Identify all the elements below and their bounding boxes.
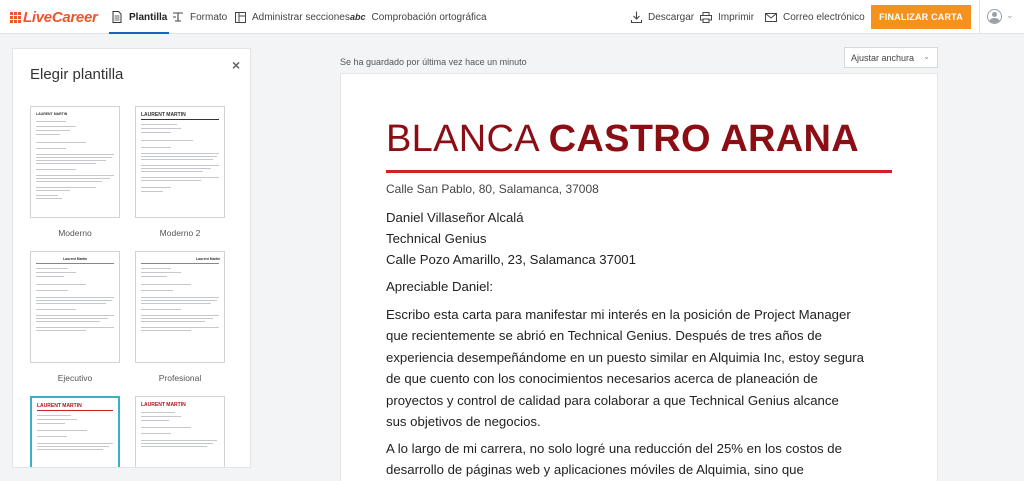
template-panel bbox=[12, 48, 251, 468]
template-ejecutivo[interactable] bbox=[30, 251, 120, 363]
tab-formato[interactable] bbox=[172, 0, 227, 34]
letter-paragraph-2[interactable] bbox=[386, 438, 896, 481]
print-label: Imprimir bbox=[718, 11, 755, 23]
paragraph-line: de que cuento con los conocimientos necesarios acerca de planeación de bbox=[386, 371, 818, 387]
tab-administrar-secciones[interactable] bbox=[234, 0, 350, 34]
template-preview-name: LAURENT MARTIN bbox=[141, 402, 186, 408]
email-label: Correo electrónico bbox=[783, 11, 865, 23]
download-button[interactable] bbox=[630, 0, 694, 34]
mail-icon bbox=[765, 11, 777, 23]
template-preview-name: Laurent Martin bbox=[196, 257, 221, 261]
paragraph-line: proyectos y control de calidad para colaborar a que Technical Genius alcance bbox=[386, 392, 839, 408]
template-preview-name: LAURENT MARTIN bbox=[36, 112, 68, 116]
paragraph-line: que recientemente se abrió en Technical Genius. Después de tres años de bbox=[386, 328, 822, 344]
paragraph-line: Escribo esta carta para manifestar mi interés en la posición de Project Manager bbox=[386, 307, 851, 322]
chevron-down-icon: ⌄ bbox=[923, 52, 930, 61]
letter-document[interactable] bbox=[340, 73, 938, 481]
recipient-company[interactable]: Technical Genius bbox=[386, 231, 487, 246]
salutation[interactable]: Apreciable Daniel: bbox=[386, 279, 494, 294]
tab-comprobacion-ortografica[interactable] bbox=[350, 0, 487, 34]
header-rule bbox=[386, 170, 892, 173]
template-preview-name: Laurent Martin bbox=[63, 257, 88, 261]
recipient-address[interactable]: Calle Pozo Amarillo, 23, Salamanca 37001 bbox=[386, 252, 636, 267]
print-button[interactable] bbox=[700, 0, 754, 34]
paragraph-line: desarrollo de páginas web y aplicaciones móviles de Alquimia, sino que bbox=[386, 462, 804, 478]
download-icon bbox=[630, 11, 642, 23]
tab-label: Plantilla bbox=[129, 11, 168, 23]
email-button[interactable] bbox=[765, 0, 865, 34]
livecareer-logo[interactable] bbox=[10, 8, 98, 26]
sections-icon bbox=[234, 11, 246, 23]
tab-label: Comprobación ortográfica bbox=[371, 11, 487, 23]
user-avatar-icon[interactable] bbox=[987, 9, 1002, 24]
template-moderno[interactable] bbox=[30, 106, 120, 218]
close-icon[interactable]: × bbox=[232, 57, 241, 73]
recipient-name[interactable]: Daniel Villaseñor Alcalá bbox=[386, 210, 524, 225]
tab-plantilla[interactable] bbox=[109, 0, 169, 34]
download-label: Descargar bbox=[648, 11, 695, 23]
zoom-select[interactable] bbox=[844, 47, 938, 68]
paragraph-line: experiencia desempeñándome en un puesto similar en Alquimia Inc, estoy segura bbox=[386, 349, 864, 365]
document-icon bbox=[111, 11, 123, 23]
template-profesional[interactable] bbox=[135, 251, 225, 363]
template-label: Moderno bbox=[58, 228, 92, 238]
template-moderno-2[interactable] bbox=[135, 106, 225, 218]
printer-icon bbox=[700, 11, 712, 23]
panel-title: Elegir plantilla bbox=[30, 66, 124, 83]
template-preview-name: LAURENT MARTIN bbox=[37, 403, 82, 409]
tab-label: Formato bbox=[190, 11, 228, 23]
sender-last-name: CASTRO ARANA bbox=[548, 118, 860, 160]
logo-text: LiveCareer bbox=[23, 8, 98, 26]
template-preview-name: LAURENT MARTIN bbox=[141, 112, 186, 118]
letter-sender-name[interactable] bbox=[386, 120, 859, 158]
top-toolbar bbox=[0, 0, 1024, 34]
logo-mark-icon bbox=[10, 12, 21, 23]
sender-first-name: BLANCA bbox=[386, 118, 538, 160]
toolbar-divider bbox=[979, 0, 980, 34]
letter-paragraph-1[interactable] bbox=[386, 304, 896, 432]
template-label: Profesional bbox=[158, 373, 202, 383]
chevron-down-icon[interactable]: ⌄ bbox=[1006, 10, 1014, 20]
template-selected[interactable] bbox=[30, 396, 120, 468]
template-label: Ejecutivo bbox=[57, 373, 93, 383]
finish-letter-button[interactable]: FINALIZAR CARTA bbox=[871, 5, 971, 29]
format-icon bbox=[172, 11, 184, 23]
save-status: Se ha guardado por última vez hace un minuto bbox=[340, 57, 527, 67]
paragraph-line: sus objetivos de negocios. bbox=[386, 414, 541, 430]
template-label: Moderno 2 bbox=[159, 228, 201, 238]
zoom-value: Ajustar anchura bbox=[851, 52, 915, 63]
sender-address[interactable]: Calle San Pablo, 80, Salamanca, 37008 bbox=[386, 182, 599, 196]
paragraph-line: A lo largo de mi carrera, no solo logré una reducción del 25% en los costos de bbox=[386, 441, 842, 456]
spellcheck-icon: abc bbox=[350, 12, 366, 22]
template-option[interactable] bbox=[135, 396, 225, 468]
tab-label: Administrar secciones bbox=[252, 11, 350, 23]
